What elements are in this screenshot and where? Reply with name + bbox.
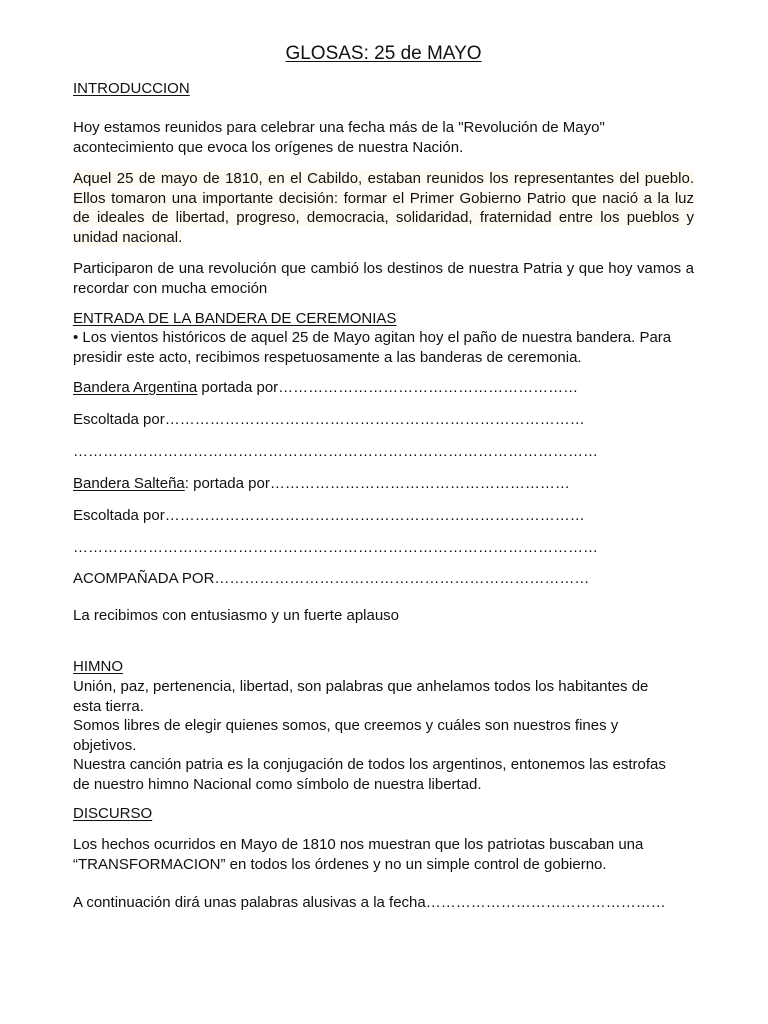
escoltada-line-1: Escoltada por………………………………………………………………………… <box>73 411 585 428</box>
discurso-line-2: “TRANSFORMACION” en todos los órdenes y no un simple control de gobierno. <box>73 855 607 873</box>
bandera-saltena-line <box>73 474 694 494</box>
himno-heading: HIMNO <box>73 658 123 675</box>
intro-heading: INTRODUCCION <box>73 80 190 97</box>
himno-line-5: Nuestra canción patria es la conjugación de todos los argentinos, entonemos las estrofas <box>73 756 666 773</box>
intro-p1-line-2: acontecimiento que evoca los orígenes de nuestra Nación. <box>73 138 464 156</box>
bandera-argentina-label: Bandera Argentina <box>73 379 198 396</box>
discurso-paragraph-2: A continuación dirá unas palabras alusivas a la fecha………………………………………… <box>73 894 666 911</box>
bandera-argentina-line <box>73 378 694 398</box>
intro-paragraph-2 <box>73 169 694 247</box>
bandera-heading: ENTRADA DE LA BANDERA DE CEREMONIAS <box>73 310 397 327</box>
himno-line-4: objetivos. <box>73 736 137 754</box>
himno-line-1: Unión, paz, pertenencia, libertad, son palabras que anhelamos todos los habitantes de <box>73 678 649 695</box>
bandera-intro-line-1: • Los vientos históricos de aquel 25 de Mayo agitan hoy el paño de nuestra bandera. Para <box>73 329 672 346</box>
bandera-intro <box>73 328 694 367</box>
intro-p2-text: Aquel 25 de mayo de 1810, en el Cabildo, estaban reunidos los representantes del pueblo. Ellos tomaron una importante decisión: formar el Primer Gobierno Patrio que nació a la luz de ideales de libertad, progreso, democracia, solidaridad, fraternidad entre los pueblos y unidad nacional. <box>73 170 694 246</box>
acompanada-line: ACOMPAÑADA POR………………………………………………………………… <box>73 570 590 587</box>
document-title: GLOSAS: 25 de MAYO <box>285 43 482 64</box>
bandera-argentina-portada: portada por…………………………………………………… <box>197 379 579 396</box>
discurso-line-1: Los hechos ocurridos en Mayo de 1810 nos muestran que los patriotas buscaban una <box>73 836 644 853</box>
intro-paragraph-3: Participaron de una revolución que cambió los destinos de nuestra Patria y que hoy vamos a recordar con mucha emoción <box>73 260 694 297</box>
bandera-intro-line-2: presidir este acto, recibimos respetuosamente a las banderas de ceremonia. <box>73 348 582 366</box>
himno-line-3: Somos libres de elegir quienes somos, que creemos y cuáles son nuestros fines y <box>73 717 619 734</box>
aplauso-line: La recibimos con entusiasmo y un fuerte aplauso <box>73 607 400 624</box>
himno-paragraph <box>73 677 694 794</box>
dotted-line-1: …………………………………………………………………………………………… <box>73 443 598 460</box>
himno-line-6: de nuestro himno Nacional como símbolo de nuestra libertad. <box>73 775 482 793</box>
discurso-heading: DISCURSO <box>73 805 153 822</box>
escoltada-line-2: Escoltada por………………………………………………………………………… <box>73 507 585 524</box>
dotted-line-2: …………………………………………………………………………………………… <box>73 539 598 556</box>
intro-p1-line-1: Hoy estamos reunidos para celebrar una fecha más de la "Revolución de Mayo" <box>73 119 605 136</box>
discurso-paragraph-1 <box>73 835 694 874</box>
bandera-saltena-label: Bandera Salteña <box>73 475 185 492</box>
himno-line-2: esta tierra. <box>73 697 144 715</box>
intro-paragraph-1 <box>73 118 694 157</box>
bandera-saltena-portada: : portada por…………………………………………………… <box>184 475 570 492</box>
